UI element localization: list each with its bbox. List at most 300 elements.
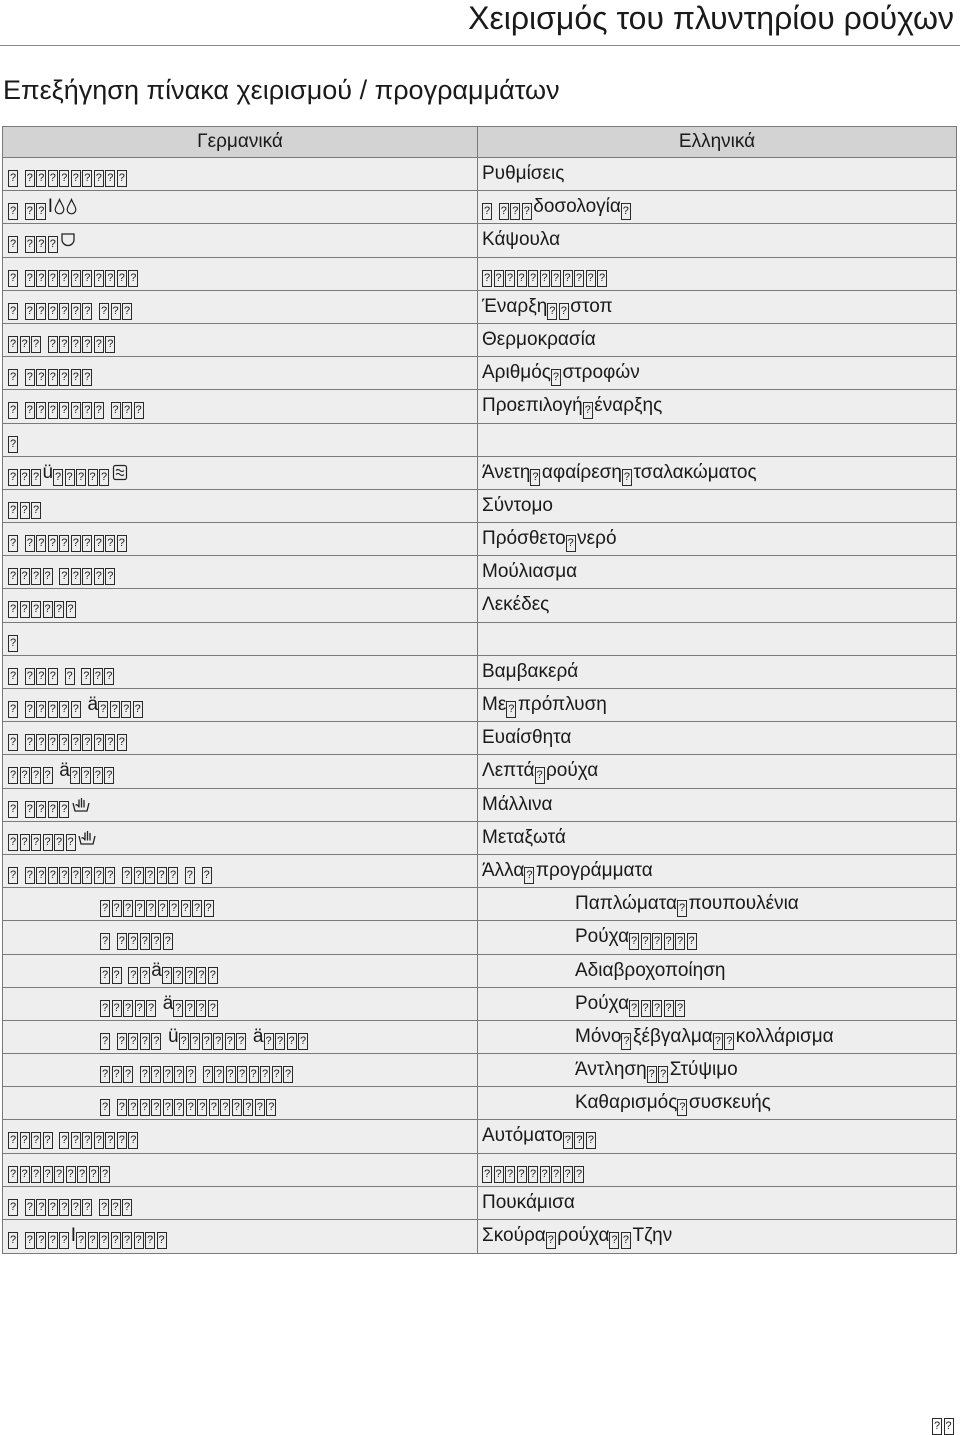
missing-glyph-box: ? <box>25 867 35 884</box>
german-cell <box>3 457 478 489</box>
missing-glyph-box: ? <box>48 303 58 320</box>
missing-glyph-box: ? <box>105 336 115 353</box>
german-label <box>100 893 215 914</box>
greek-cell <box>478 755 956 787</box>
missing-glyph-box: ? <box>8 801 18 818</box>
missing-glyph-box: ? <box>25 203 35 220</box>
missing-glyph-box: ? <box>48 1232 58 1249</box>
missing-glyph-box: ? <box>530 469 540 486</box>
table-subrow <box>3 1054 956 1087</box>
missing-glyph-box: ? <box>146 900 156 917</box>
page-number <box>932 1410 955 1435</box>
missing-glyph-box: ? <box>168 867 178 884</box>
table-body <box>3 158 956 1253</box>
german-label <box>8 163 128 184</box>
missing-glyph-box: ? <box>517 270 527 287</box>
missing-glyph-box: ? <box>209 1099 219 1116</box>
german-label: ? ? ? ? ? I ? ? ? ? ? ? ? ? <box>8 1225 168 1246</box>
missing-glyph-box: ? <box>105 867 115 884</box>
missing-glyph-box: ? <box>36 801 46 818</box>
missing-glyph-box: ? <box>173 967 183 984</box>
german-cell <box>3 158 478 190</box>
missing-glyph-box: ? <box>494 270 504 287</box>
missing-glyph-box: ? <box>128 933 138 950</box>
missing-glyph-box: ? <box>59 568 69 585</box>
missing-glyph-box: ? <box>190 1033 200 1050</box>
missing-glyph-box: ? <box>82 170 92 187</box>
missing-glyph-box: ? <box>31 1166 41 1183</box>
table-row <box>3 457 956 490</box>
missing-glyph-box: ? <box>641 933 651 950</box>
missing-glyph-box: ? <box>43 601 53 618</box>
missing-glyph-box: ? <box>298 1033 308 1050</box>
table-row <box>3 258 956 291</box>
greek-label: Πουκάμισα <box>482 1191 575 1213</box>
missing-glyph-box: ? <box>517 1166 527 1183</box>
missing-glyph-box: ? <box>112 967 122 984</box>
missing-glyph-box: ? <box>59 270 69 287</box>
greek-cell <box>478 324 956 356</box>
missing-glyph-box: ? <box>36 402 46 419</box>
missing-glyph-box: ? <box>94 568 104 585</box>
controls-table <box>2 126 957 1254</box>
missing-glyph-box: ? <box>287 1033 297 1050</box>
missing-glyph-box: ? <box>186 1099 196 1116</box>
missing-glyph-box: ? <box>100 1033 110 1050</box>
german-label <box>8 727 128 748</box>
missing-glyph-box: ? <box>128 1132 138 1149</box>
missing-glyph-box: ? <box>272 1066 282 1083</box>
greek-label: Μάλλινα <box>482 793 553 815</box>
missing-glyph-box: ? <box>25 303 35 320</box>
missing-glyph-box: ? <box>123 900 133 917</box>
missing-glyph-box: ? <box>677 900 687 917</box>
missing-glyph-box: ? <box>76 469 86 486</box>
german-cell <box>3 191 478 223</box>
missing-glyph-box: ? <box>36 236 46 253</box>
missing-glyph-box: ? <box>94 336 104 353</box>
missing-glyph-box: ? <box>185 967 195 984</box>
missing-glyph-box: ? <box>71 402 81 419</box>
missing-glyph-box: ? <box>8 635 18 652</box>
missing-glyph-box: ? <box>71 568 81 585</box>
missing-glyph-box: ? <box>31 568 41 585</box>
missing-glyph-box: ? <box>82 1132 92 1149</box>
greek-cell <box>478 1154 956 1186</box>
missing-glyph-box: ? <box>117 1099 127 1116</box>
missing-glyph-box: ? <box>100 1099 110 1116</box>
missing-glyph-box: ? <box>8 170 18 187</box>
missing-glyph-box: ? <box>20 834 30 851</box>
missing-glyph-box: ? <box>675 933 685 950</box>
missing-glyph-box: ? <box>94 1132 104 1149</box>
german-cell <box>3 357 478 389</box>
missing-glyph-box: ? <box>99 469 109 486</box>
missing-glyph-box: ? <box>151 1099 161 1116</box>
missing-glyph-box: ? <box>226 1066 236 1083</box>
missing-glyph-box: ? <box>71 1132 81 1149</box>
missing-glyph-box: ? <box>89 1166 99 1183</box>
missing-glyph-box: ? <box>151 933 161 950</box>
missing-glyph-box: ? <box>482 1166 492 1183</box>
german-cell <box>3 258 478 290</box>
missing-glyph-box: ? <box>31 601 41 618</box>
missing-glyph-box: ? <box>104 767 114 784</box>
missing-glyph-box: ? <box>105 170 115 187</box>
missing-glyph-box: ? <box>128 967 138 984</box>
missing-glyph-box: ? <box>574 270 584 287</box>
missing-glyph-box: ? <box>59 801 69 818</box>
missing-glyph-box: ? <box>48 668 58 685</box>
missing-glyph-box: ? <box>48 236 58 253</box>
missing-glyph-box: ? <box>82 867 92 884</box>
missing-glyph-box: ? <box>232 1099 242 1116</box>
missing-glyph-box: ? <box>100 933 110 950</box>
german-label <box>8 827 77 848</box>
missing-glyph-box: ? <box>53 469 63 486</box>
missing-glyph-box: ? <box>8 568 18 585</box>
capsule-icon <box>60 231 76 248</box>
missing-glyph-box: ? <box>111 1199 121 1216</box>
missing-glyph-box: ? <box>25 369 35 386</box>
missing-glyph-box: ? <box>36 867 46 884</box>
missing-glyph-box: ? <box>174 1099 184 1116</box>
missing-glyph-box: ? <box>48 801 58 818</box>
handwash-icon <box>78 829 96 846</box>
german-cell <box>3 1054 478 1086</box>
german-label <box>100 926 174 947</box>
drop-icon <box>66 198 77 215</box>
missing-glyph-box: ? <box>54 601 64 618</box>
missing-glyph-box: ? <box>123 1066 133 1083</box>
german-label <box>8 528 128 549</box>
greek-cell <box>478 656 956 688</box>
missing-glyph-box: ? <box>8 1199 18 1216</box>
missing-glyph-box: ? <box>8 502 18 519</box>
missing-glyph-box: ? <box>266 1099 276 1116</box>
missing-glyph-box: ? <box>563 1132 573 1149</box>
german-label <box>8 362 94 383</box>
missing-glyph-box: ? <box>528 270 538 287</box>
missing-glyph-box: ? <box>59 369 69 386</box>
missing-glyph-box: ? <box>117 535 127 552</box>
column-header-german: Γερμανικά <box>3 127 478 157</box>
missing-glyph-box: ? <box>59 734 69 751</box>
missing-glyph-box: ? <box>110 701 120 718</box>
missing-glyph-box: ? <box>71 270 81 287</box>
missing-glyph-box: ? <box>8 834 18 851</box>
missing-glyph-box: ? <box>66 601 76 618</box>
missing-glyph-box: ? <box>8 270 18 287</box>
table-subrow <box>3 888 956 921</box>
german-cell <box>3 1154 478 1186</box>
greek-label: Μόνο ? ξέβγαλμα ? ? κολλάρισμα <box>575 1026 834 1047</box>
missing-glyph-box: ? <box>652 1000 662 1017</box>
greek-cell <box>478 357 956 389</box>
missing-glyph-box: ? <box>128 1033 138 1050</box>
missing-glyph-box: ? <box>104 668 114 685</box>
missing-glyph-box: ? <box>117 270 127 287</box>
missing-glyph-box: ? <box>105 734 115 751</box>
missing-glyph-box: ? <box>36 701 46 718</box>
drop-icon <box>54 198 65 215</box>
greek-label: Σκούρα ? ρούχα ? ? Τζην <box>482 1225 672 1246</box>
missing-glyph-box: ? <box>652 933 662 950</box>
greek-cell <box>478 623 956 655</box>
table-row <box>3 490 956 523</box>
missing-glyph-box: ? <box>59 535 69 552</box>
missing-glyph-box: ? <box>8 303 18 320</box>
german-cell <box>3 888 478 920</box>
german-label <box>8 794 71 815</box>
missing-glyph-box: ? <box>36 535 46 552</box>
missing-glyph-box: ? <box>494 1166 504 1183</box>
missing-glyph-box: ? <box>597 270 607 287</box>
missing-glyph-box: ? <box>499 203 509 220</box>
german-cell <box>3 324 478 356</box>
greek-cell <box>478 1187 956 1219</box>
german-cell <box>3 1087 478 1119</box>
missing-glyph-box: ? <box>128 270 138 287</box>
missing-glyph-box: ? <box>94 402 104 419</box>
missing-glyph-box: ? <box>71 170 81 187</box>
greek-label: Ρυθμίσεις <box>482 163 565 184</box>
missing-glyph-box: ? <box>196 967 206 984</box>
missing-glyph-box: ? <box>100 1066 110 1083</box>
missing-glyph-box: ? <box>117 1132 127 1149</box>
german-cell <box>3 722 478 754</box>
missing-glyph-box: ? <box>71 734 81 751</box>
table-row <box>3 1154 956 1187</box>
missing-glyph-box: ? <box>76 1232 86 1249</box>
missing-glyph-box: ? <box>8 734 18 751</box>
missing-glyph-box: ? <box>583 402 593 419</box>
missing-glyph-box: ? <box>135 900 145 917</box>
greek-cell <box>478 224 956 256</box>
german-label: ? ? ? I <box>8 196 53 217</box>
missing-glyph-box: ? <box>8 535 18 552</box>
missing-glyph-box: ? <box>586 1132 596 1149</box>
missing-glyph-box: ? <box>185 1000 195 1017</box>
missing-glyph-box: ? <box>59 701 69 718</box>
missing-glyph-box: ? <box>275 1033 285 1050</box>
missing-glyph-box: ? <box>236 1033 246 1050</box>
missing-glyph-box: ? <box>122 1199 132 1216</box>
missing-glyph-box: ? <box>146 1000 156 1017</box>
missing-glyph-box: ? <box>105 535 115 552</box>
missing-glyph-box: ? <box>586 270 596 287</box>
missing-glyph-box: ? <box>70 767 80 784</box>
missing-glyph-box: ? <box>524 867 534 884</box>
table-row <box>3 324 956 357</box>
missing-glyph-box: ? <box>99 303 109 320</box>
missing-glyph-box: ? <box>133 701 143 718</box>
missing-glyph-box: ? <box>48 701 58 718</box>
missing-glyph-box: ? <box>724 1033 734 1050</box>
greek-label: Αριθμός ? στροφών <box>482 362 640 383</box>
missing-glyph-box: ? <box>48 734 58 751</box>
greek-cell <box>478 855 956 887</box>
missing-glyph-box: ? <box>20 502 30 519</box>
missing-glyph-box: ? <box>260 1066 270 1083</box>
missing-glyph-box: ? <box>54 1166 64 1183</box>
missing-glyph-box: ? <box>151 1033 161 1050</box>
missing-glyph-box: ? <box>162 967 172 984</box>
missing-glyph-box: ? <box>8 402 18 419</box>
missing-glyph-box: ? <box>36 203 46 220</box>
missing-glyph-box: ? <box>677 1099 687 1116</box>
german-cell <box>3 755 478 787</box>
missing-glyph-box: ? <box>122 1232 132 1249</box>
missing-glyph-box: ? <box>8 436 18 453</box>
missing-glyph-box: ? <box>621 1033 631 1050</box>
missing-glyph-box: ? <box>100 1000 110 1017</box>
missing-glyph-box: ? <box>31 469 41 486</box>
greek-label: Προεπιλογή ? έναρξης <box>482 395 662 416</box>
missing-glyph-box: ? <box>8 867 18 884</box>
missing-glyph-box: ? <box>551 369 561 386</box>
table-row <box>3 755 956 788</box>
missing-glyph-box: ? <box>25 668 35 685</box>
german-cell <box>3 589 478 621</box>
missing-glyph-box: ? <box>122 303 132 320</box>
missing-glyph-box: ? <box>48 867 58 884</box>
missing-glyph-box: ? <box>186 1066 196 1083</box>
missing-glyph-box: ? <box>944 1418 954 1435</box>
missing-glyph-box: ? <box>283 1066 293 1083</box>
greek-cell <box>478 888 956 920</box>
missing-glyph-box: ? <box>93 767 103 784</box>
missing-glyph-box: ? <box>93 668 103 685</box>
missing-glyph-box: ? <box>31 834 41 851</box>
german-cell <box>3 490 478 522</box>
missing-glyph-box: ? <box>117 933 127 950</box>
table-row <box>3 191 956 224</box>
missing-glyph-box: ? <box>94 170 104 187</box>
missing-glyph-box: ? <box>98 701 108 718</box>
missing-glyph-box: ? <box>71 303 81 320</box>
missing-glyph-box: ? <box>121 701 131 718</box>
greek-label: Καθαρισμός ? συσκευής <box>575 1092 771 1113</box>
missing-glyph-box: ? <box>482 203 492 220</box>
german-cell <box>3 689 478 721</box>
missing-glyph-box: ? <box>25 734 35 751</box>
table-row <box>3 689 956 722</box>
german-label <box>8 329 117 350</box>
german-label <box>8 495 43 516</box>
greek-cell <box>478 921 956 953</box>
missing-glyph-box: ? <box>99 1232 109 1249</box>
missing-glyph-box: ? <box>117 734 127 751</box>
missing-glyph-box: ? <box>48 336 58 353</box>
missing-glyph-box: ? <box>8 1232 18 1249</box>
missing-glyph-box: ? <box>111 402 121 419</box>
page-title: Χειρισμός του πλυντηρίου ρούχων <box>468 0 954 36</box>
missing-glyph-box: ? <box>105 568 115 585</box>
table-row <box>3 224 956 257</box>
missing-glyph-box: ? <box>8 1166 18 1183</box>
greek-cell <box>478 1120 956 1152</box>
missing-glyph-box: ? <box>77 1166 87 1183</box>
missing-glyph-box: ? <box>100 1166 110 1183</box>
missing-glyph-box: ? <box>43 767 53 784</box>
missing-glyph-box: ? <box>59 336 69 353</box>
missing-glyph-box: ? <box>213 1033 223 1050</box>
missing-glyph-box: ? <box>140 1099 150 1116</box>
missing-glyph-box: ? <box>111 303 121 320</box>
missing-glyph-box: ? <box>535 767 545 784</box>
missing-glyph-box: ? <box>82 568 92 585</box>
missing-glyph-box: ? <box>145 1232 155 1249</box>
missing-glyph-box: ? <box>8 469 18 486</box>
table-row <box>3 556 956 589</box>
greek-cell <box>478 556 956 588</box>
missing-glyph-box: ? <box>8 668 18 685</box>
missing-glyph-box: ? <box>510 203 520 220</box>
missing-glyph-box: ? <box>36 1199 46 1216</box>
greek-label: Σύντομο <box>482 494 553 516</box>
missing-glyph-box: ? <box>117 170 127 187</box>
missing-glyph-box: ? <box>540 270 550 287</box>
missing-glyph-box: ? <box>48 535 58 552</box>
german-cell <box>3 656 478 688</box>
missing-glyph-box: ? <box>181 900 191 917</box>
missing-glyph-box: ? <box>65 469 75 486</box>
greek-label: Άλλα ? προγράμματα <box>482 860 653 881</box>
missing-glyph-box: ? <box>134 402 144 419</box>
greek-label: Αυτόματο ? ? ? <box>482 1125 597 1146</box>
missing-glyph-box: ? <box>8 369 18 386</box>
german-cell <box>3 523 478 555</box>
missing-glyph-box: ? <box>82 270 92 287</box>
table-row <box>3 424 956 457</box>
missing-glyph-box: ? <box>82 369 92 386</box>
greek-cell <box>478 789 956 821</box>
missing-glyph-box: ? <box>36 303 46 320</box>
missing-glyph-box: ? <box>59 402 69 419</box>
missing-glyph-box: ? <box>48 402 58 419</box>
german-label: ? ? ? ü ? ? ? ? ? <box>8 462 111 483</box>
greek-label: Ευαίσθητα <box>482 727 572 749</box>
greek-label <box>482 1159 586 1180</box>
missing-glyph-box: ? <box>122 402 132 419</box>
missing-glyph-box: ? <box>59 303 69 320</box>
missing-glyph-box: ? <box>629 933 639 950</box>
german-label <box>8 263 140 284</box>
missing-glyph-box: ? <box>140 1033 150 1050</box>
missing-glyph-box: ? <box>25 801 35 818</box>
missing-glyph-box: ? <box>203 1066 213 1083</box>
missing-glyph-box: ? <box>621 203 631 220</box>
greek-label <box>482 263 609 284</box>
missing-glyph-box: ? <box>105 270 115 287</box>
german-label <box>8 1125 140 1146</box>
missing-glyph-box: ? <box>522 203 532 220</box>
missing-glyph-box: ? <box>128 1099 138 1116</box>
german-label <box>8 628 20 649</box>
missing-glyph-box: ? <box>48 1199 58 1216</box>
missing-glyph-box: ? <box>82 1199 92 1216</box>
table-subrow <box>3 988 956 1021</box>
german-label <box>8 296 134 317</box>
missing-glyph-box: ? <box>249 1066 259 1083</box>
missing-glyph-box: ? <box>208 967 218 984</box>
missing-glyph-box: ? <box>566 535 576 552</box>
missing-glyph-box: ? <box>158 900 168 917</box>
missing-glyph-box: ? <box>20 1166 30 1183</box>
missing-glyph-box: ? <box>59 170 69 187</box>
greek-cell <box>478 457 956 489</box>
